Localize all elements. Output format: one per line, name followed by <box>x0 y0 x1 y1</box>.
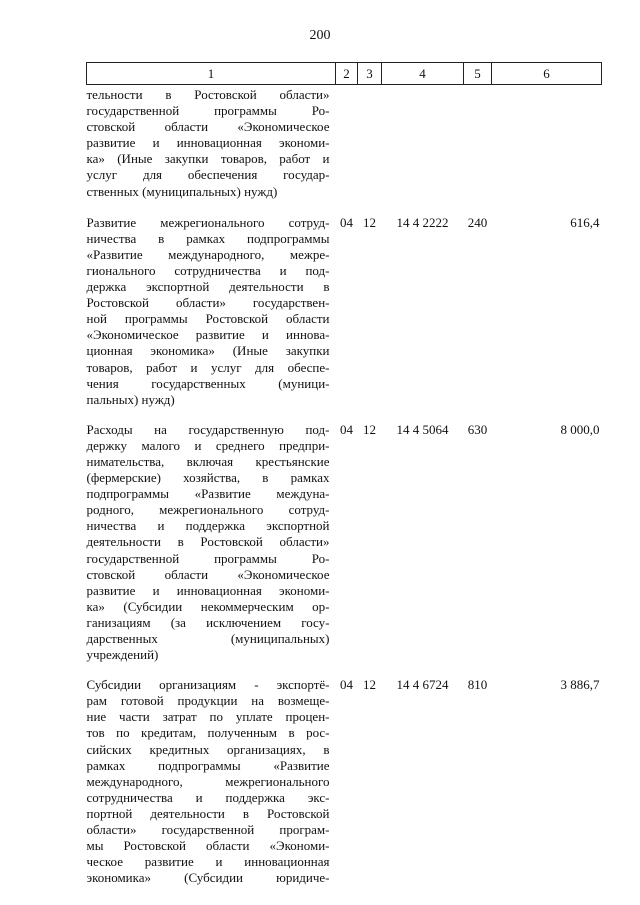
description-line: ганизациям (за исключением госу- <box>86 614 330 630</box>
cell-section: 04 <box>340 677 353 693</box>
cell-target-code: 14 4 6724 <box>396 677 449 693</box>
description-line: подпрограммы «Развитие междуна- <box>86 486 330 502</box>
description-line: Ростовской области» государствен- <box>86 295 330 311</box>
cell-expense-type: 630 <box>467 421 488 437</box>
header-col-2: 2 <box>336 63 358 85</box>
description-line: развитие и инновационная экономи- <box>86 135 330 151</box>
description-line: развитие и инновационная экономи- <box>86 582 330 598</box>
description-line: «Развитие международного, межре- <box>86 246 330 262</box>
description-line: держку малого и среднего предпри- <box>86 437 330 453</box>
cell-subsection: 12 <box>363 214 376 230</box>
description-line: рам готовой продукции на возмеще- <box>86 693 330 709</box>
cell-subsection <box>358 85 382 215</box>
description-line: сийских кредитных организациях, в <box>86 741 330 757</box>
cell-target-code: 14 4 2222 <box>396 214 449 230</box>
description-line: (фермерские) хозяйства, в рамках <box>86 470 330 486</box>
table-row <box>87 422 602 677</box>
cell-amount <box>492 85 602 215</box>
description-line: деятельности в Ростовской области» <box>86 534 330 550</box>
description-line: пальных) нужд) <box>86 391 175 407</box>
description-line: ничества в рамках подпрограммы <box>86 230 330 246</box>
description-line: учреждений) <box>86 647 159 663</box>
description-line: мы Ростовской области «Экономи- <box>86 838 330 854</box>
description-line: услуг для обеспечения государ- <box>86 167 330 183</box>
description-line: ка» (Иные закупки товаров, работ и <box>86 151 330 167</box>
header-col-5: 5 <box>464 63 492 85</box>
description-line: товаров, работ и услуг для обеспе- <box>86 359 330 375</box>
description-line: международного, межрегионального <box>86 773 330 789</box>
description-line: стовской области «Экономическое <box>86 119 330 135</box>
cell-section: 04 <box>340 214 353 230</box>
description-line: ционная экономика» (Иные закупки <box>86 343 330 359</box>
description-line: ственных (муниципальных) нужд) <box>86 183 278 199</box>
header-row <box>87 63 602 85</box>
row-description <box>87 85 336 215</box>
description-line: Субсидии организациям - экспортё- <box>86 677 330 693</box>
cell-amount: 616,4 <box>570 214 600 230</box>
description-line: стовской области «Экономическое <box>86 566 330 582</box>
row-description <box>87 215 336 422</box>
cell-target-code: 14 4 5064 <box>396 421 449 437</box>
cell-expense-type: 810 <box>467 677 488 693</box>
cell-subsection: 12 <box>363 421 376 437</box>
row-description <box>87 677 336 900</box>
description-line: «Экономическое развитие и иннова- <box>86 327 330 343</box>
description-line: держка экспортной деятельности в <box>86 279 330 295</box>
budget-table <box>86 62 602 900</box>
header-col-4: 4 <box>382 63 464 85</box>
description-line: чения государственных (муници- <box>86 375 330 391</box>
description-line: гионального сотрудничества и под- <box>86 262 330 278</box>
description-line: ческое развитие и инновационная <box>86 854 330 870</box>
cell-amount: 3 886,7 <box>560 677 600 693</box>
cell-section <box>336 85 358 215</box>
row-description <box>87 422 336 677</box>
description-line: рамках подпрограммы «Развитие <box>86 757 330 773</box>
description-line: нимательства, включая крестьянские <box>86 453 330 469</box>
description-line: дарственных (муниципальных) <box>86 631 330 646</box>
cell-section: 04 <box>340 421 353 437</box>
description-line: области» государственной програм- <box>86 822 330 838</box>
cell-amount: 8 000,0 <box>560 421 600 437</box>
description-line: Расходы на государственную под- <box>86 421 330 437</box>
header-col-1: 1 <box>87 63 336 85</box>
cell-expense-type: 240 <box>467 214 488 230</box>
description-line: тельности в Ростовской области» <box>86 87 330 102</box>
table-row <box>87 215 602 422</box>
description-line: государственной программы Ро- <box>86 103 330 119</box>
description-line: ничества и поддержка экспортной <box>86 518 330 534</box>
description-line: портной деятельности в Ростовской <box>86 805 330 821</box>
description-line: Развитие межрегионального сотруд- <box>86 214 330 230</box>
description-line: государственной программы Ро- <box>86 550 330 566</box>
description-line: экономика» (Субсидии юридиче- <box>86 870 330 886</box>
description-line: тов по кредитам, полученным в рос- <box>86 725 330 741</box>
description-line: ной программы Ростовской области <box>86 311 330 327</box>
description-line: ние части затрат по уплате процен- <box>86 709 330 725</box>
table-row <box>87 677 602 900</box>
table-row <box>87 85 602 215</box>
page-number: 200 <box>309 28 331 43</box>
header-col-6: 6 <box>492 63 602 85</box>
description-line: сотрудничества и поддержка экс- <box>86 789 330 805</box>
cell-target-code <box>382 85 464 215</box>
description-line: родного, межрегионального сотруд- <box>86 502 330 518</box>
cell-subsection: 12 <box>363 677 376 693</box>
description-line: ка» (Субсидии некоммерческим ор- <box>86 598 330 614</box>
cell-expense-type <box>464 85 492 215</box>
header-col-3: 3 <box>358 63 382 85</box>
